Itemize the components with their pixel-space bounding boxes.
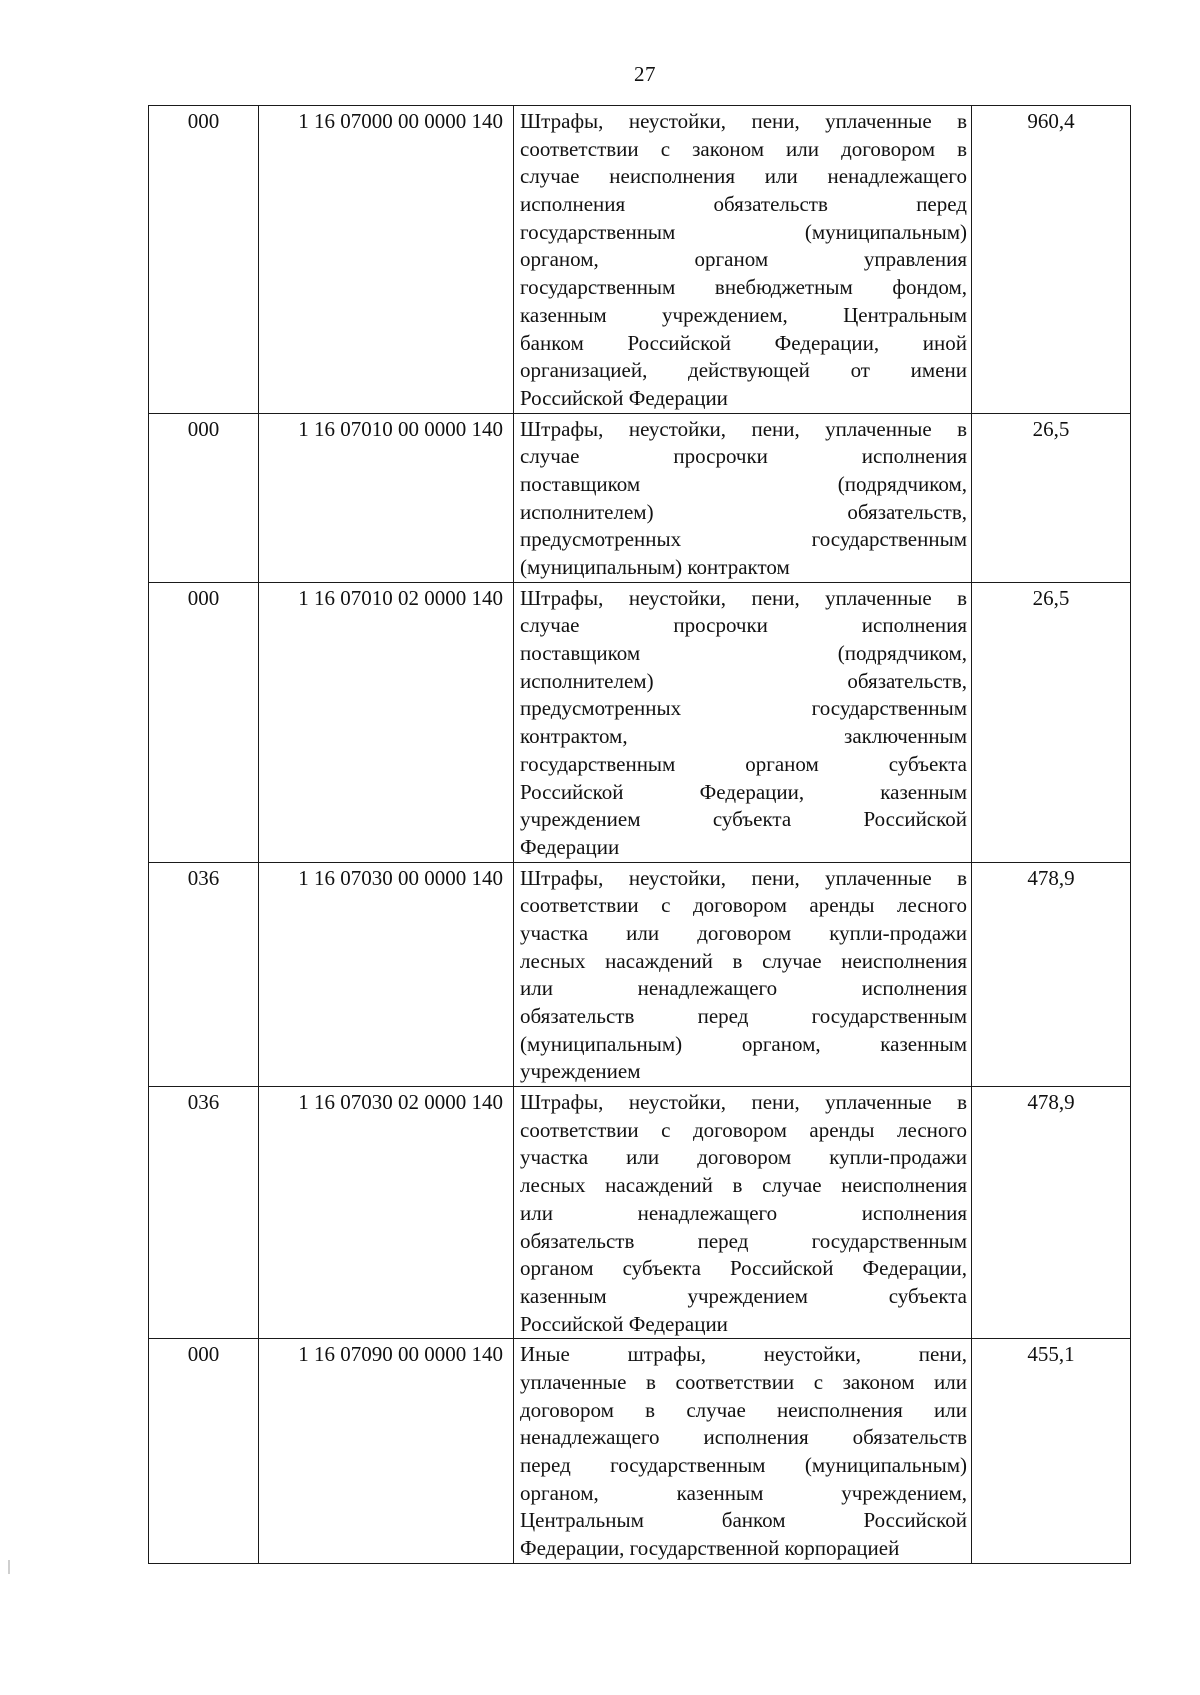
description-line: казенным учреждением, Центральным xyxy=(520,302,967,327)
scan-artifact xyxy=(8,1560,10,1574)
description-cell xyxy=(514,582,972,862)
amount-cell: 478,9 xyxy=(972,862,1131,1087)
description-line: ненадлежащего исполнения обязательств xyxy=(520,1425,967,1450)
description-line: предусмотренных государственным xyxy=(520,527,967,552)
admin-code-cell: 036 xyxy=(149,862,259,1087)
amount-cell: 26,5 xyxy=(972,413,1131,582)
admin-code-cell: 036 xyxy=(149,1087,259,1339)
description-line: учреждением субъекта Российской xyxy=(520,807,967,832)
description-line: Штрафы, неустойки, пени, уплаченные в xyxy=(520,865,967,890)
description-line: Федерации xyxy=(520,834,620,859)
table-row xyxy=(149,106,1131,414)
description-line: банком Российской Федерации, иной xyxy=(520,330,967,355)
budget-code-cell: 1 16 07010 00 0000 140 xyxy=(259,413,514,582)
description-line: организацией, действующей от имени xyxy=(520,358,967,383)
description-line: исполнения обязательств перед xyxy=(520,192,967,217)
description-line: или ненадлежащего исполнения xyxy=(520,1200,967,1225)
description-line: Штрафы, неустойки, пени, уплаченные в xyxy=(520,416,967,441)
description-line: казенным учреждением субъекта xyxy=(520,1283,967,1308)
table-row xyxy=(149,1339,1131,1564)
description-line: (муниципальным) контрактом xyxy=(520,555,790,579)
admin-code-cell: 000 xyxy=(149,413,259,582)
description-line: соответствии с договором аренды лесного xyxy=(520,893,967,918)
budget-code-cell: 1 16 07030 02 0000 140 xyxy=(259,1087,514,1339)
description-cell xyxy=(514,413,972,582)
description-line: предусмотренных государственным xyxy=(520,696,967,721)
description-line: договором в случае неисполнения или xyxy=(520,1397,967,1422)
description-line: органом, казенным учреждением, xyxy=(520,1480,967,1505)
amount-cell: 26,5 xyxy=(972,582,1131,862)
admin-code-cell: 000 xyxy=(149,1339,259,1564)
amount-cell: 455,1 xyxy=(972,1339,1131,1564)
description-cell xyxy=(514,862,972,1087)
description-line: учреждением xyxy=(520,1059,641,1084)
description-line: Штрафы, неустойки, пени, уплаченные в xyxy=(520,585,967,610)
table-row xyxy=(149,1087,1131,1339)
budget-code-cell: 1 16 07000 00 0000 140 xyxy=(259,106,514,414)
description-line: участка или договором купли-продажи xyxy=(520,920,967,945)
admin-code-cell: 000 xyxy=(149,582,259,862)
description-line: поставщиком (подрядчиком, xyxy=(520,471,967,496)
description-line: Штрафы, неустойки, пени, уплаченные в xyxy=(520,1090,967,1115)
description-line: Российской Федерации xyxy=(520,1311,728,1336)
table-row xyxy=(149,862,1131,1087)
description-cell xyxy=(514,1339,972,1564)
table-row xyxy=(149,582,1131,862)
description-line: Штрафы, неустойки, пени, уплаченные в xyxy=(520,109,967,133)
description-line: государственным органом субъекта xyxy=(520,751,967,776)
description-line: исполнителем) обязательств, xyxy=(520,668,967,693)
description-line: Центральным банком Российской xyxy=(520,1508,967,1533)
description-line: случае просрочки исполнения xyxy=(520,613,967,638)
budget-code-cell: 1 16 07090 00 0000 140 xyxy=(259,1339,514,1564)
description-line: обязательств перед государственным xyxy=(520,1228,967,1253)
description-line: обязательств перед государственным xyxy=(520,1004,967,1028)
budget-code-cell: 1 16 07010 02 0000 140 xyxy=(259,582,514,862)
description-line: лесных насаждений в случае неисполнения xyxy=(520,1173,967,1198)
table-body xyxy=(149,106,1131,1564)
description-line: поставщиком (подрядчиком, xyxy=(520,641,967,666)
description-line: государственным внебюджетным фондом, xyxy=(520,275,967,300)
description-cell xyxy=(514,1087,972,1339)
amount-cell: 960,4 xyxy=(972,106,1131,414)
description-line: соответствии с договором аренды лесного xyxy=(520,1117,967,1142)
page-number: 27 xyxy=(634,62,656,86)
amount-cell: 478,9 xyxy=(972,1087,1131,1339)
description-line: лесных насаждений в случае неисполнения xyxy=(520,948,967,973)
description-line: органом, органом управления xyxy=(520,247,967,272)
table-row xyxy=(149,413,1131,582)
description-line: участка или договором купли-продажи xyxy=(520,1145,967,1170)
budget-revenue-table xyxy=(148,105,1131,1564)
description-line: Российской Федерации xyxy=(520,385,728,410)
description-line: государственным (муниципальным) xyxy=(520,219,967,244)
description-line: или ненадлежащего исполнения xyxy=(520,976,967,1001)
description-line: органом субъекта Российской Федерации, xyxy=(520,1256,967,1281)
budget-code-cell: 1 16 07030 00 0000 140 xyxy=(259,862,514,1087)
description-line: соответствии с законом или договором в xyxy=(520,136,967,161)
description-line: Федерации, государственной корпорацией xyxy=(520,1536,900,1561)
description-line: перед государственным (муниципальным) xyxy=(520,1453,967,1477)
description-line: (муниципальным) органом, казенным xyxy=(520,1031,967,1056)
description-line: случае просрочки исполнения xyxy=(520,444,967,469)
description-line: Российской Федерации, казенным xyxy=(520,779,967,804)
description-line: случае неисполнения или ненадлежащего xyxy=(520,164,967,189)
admin-code-cell: 000 xyxy=(149,106,259,414)
description-line: Иные штрафы, неустойки, пени, xyxy=(520,1342,967,1367)
description-line: уплаченные в соответствии с законом или xyxy=(520,1369,967,1394)
description-line: контрактом, заключенным xyxy=(520,724,967,749)
description-line: исполнителем) обязательств, xyxy=(520,499,967,524)
description-cell xyxy=(514,106,972,414)
